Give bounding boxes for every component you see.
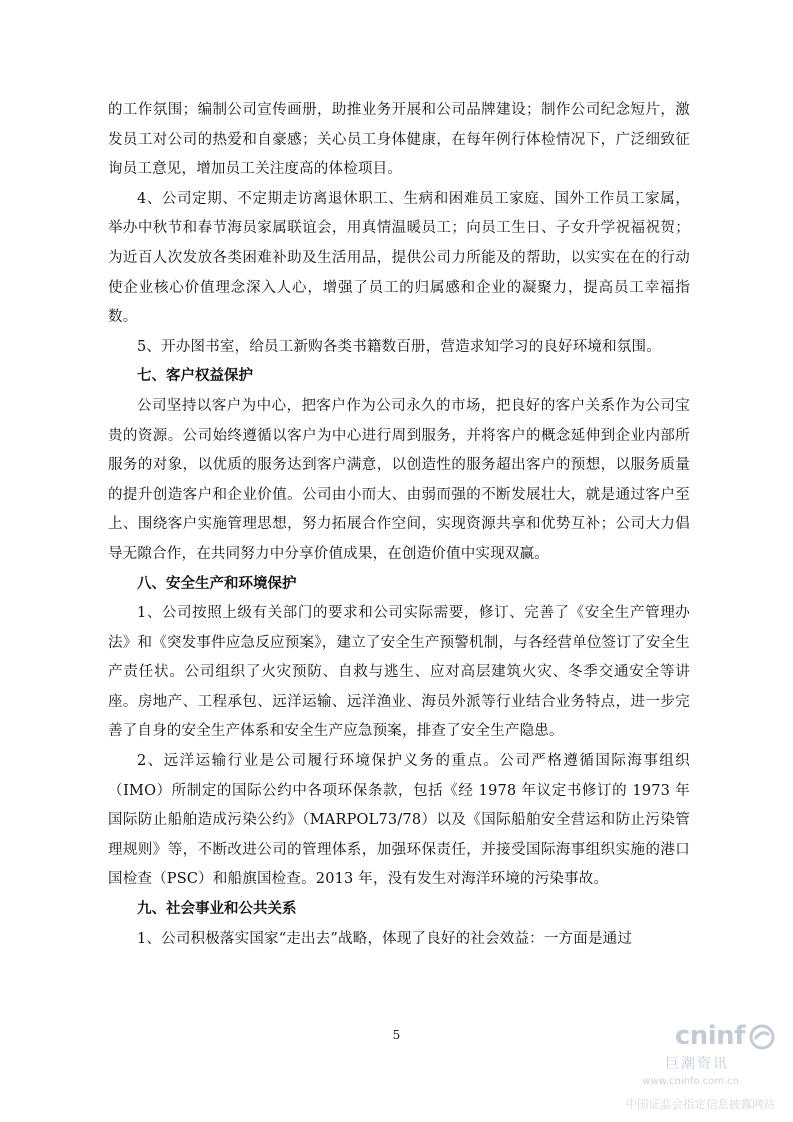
cninfo-logo-icon bbox=[749, 1024, 775, 1050]
paragraph-environment-2: 2、远洋运输行业是公司履行环境保护义务的重点。公司严格遵循国际海事组织（IMO）所制定的国际公约中各项环保条款，包括《经 1978 年议定书修订的 1973 年国际防止船舶造成污染公约》（MARPOL73/78）以及《国际船舶安全营运和防止污染管理规则》等，不断改进公司的管理体系，加强环保责任，并接受国际海事组织实施的港口国检查（PSC）和船旗国检查。2013 年，没有发生对海洋环境的污染事故。 bbox=[108, 753, 690, 888]
watermark-brand: cninf bbox=[674, 1021, 745, 1051]
watermark-brand-cn: 巨潮资讯 bbox=[665, 1056, 729, 1072]
paragraph-item-4: 4、公司定期、不定期走访离退休职工、生病和困难员工家庭、国外工作员工家属，举办中秋节和春节海员家属联谊会，用真情温暖员工；向员工生日、子女升学祝福祝贺；为近百人次发放各类困难补助及生活用品，提供公司力所能及的帮助，以实实在在的行动使企业核心价值理念深入人心，增强了员工的归属感和企业的凝聚力，提高员工幸福指数。 bbox=[108, 190, 690, 326]
paragraph-social-1: 1、公司积极落实国家“走出去”战略，体现了良好的社会效益：一方面是通过 bbox=[137, 930, 633, 947]
section-heading-social-affairs: 九、社会事业和公共关系 bbox=[137, 901, 297, 918]
paragraph-customer-rights: 公司坚持以客户为中心，把客户作为公司永久的市场，把良好的客户关系作为公司宝贵的资源。公司始终遵循以客户为中心进行周到服务，并将客户的概念延伸到企业内部所服务的对象，以优质的服务达到客户满意，以创造性的服务超出客户的预想，以服务质量的提升创造客户和企业价值。公司由小而大、由弱而强的不断发展壮大，就是通过客户至上、围绕客户实施管理思想，努力拓展合作空间，实现资源共享和优势互补；公司大力倡导无隙合作，在共同努力中分享价值成果，在创造价值中实现双赢。 bbox=[108, 397, 690, 562]
watermark-caption: 中国证监会指定信息披露网站 bbox=[625, 1097, 775, 1111]
paragraph-safety-1: 1、公司按照上级有关部门的要求和公司实际需要，修订、完善了《安全生产管理办法》和《突发事件应急反应预案》，建立了安全生产预警机制，与各经营单位签订了安全生产责任状。公司组织了火灾预防、自救与逃生、应对高层建筑火灾、冬季交通安全等讲座。房地产、工程承包、远洋运输、远洋渔业、海员外派等行业结合业务特点，进一步完善了自身的安全生产体系和安全生产应急预案，排查了安全生产隐患。 bbox=[108, 605, 690, 740]
section-heading-customer-rights: 七、客户权益保护 bbox=[137, 368, 253, 385]
paragraph-continued: 的工作氛围；编制公司宣传画册，助推业务开展和公司品牌建设；制作公司纪念短片，激发员工对公司的热爱和自豪感；关心员工身体健康，在每年例行体检情况下，广泛细致征询员工意见，增加员工关注度高的体检项目。 bbox=[108, 102, 690, 178]
watermark-url: www.cninfo.com.cn bbox=[642, 1076, 739, 1087]
section-heading-safety-environment: 八、安全生产和环境保护 bbox=[137, 575, 297, 592]
page-number: 5 bbox=[392, 1028, 401, 1042]
cninfo-watermark bbox=[575, 1022, 775, 1117]
paragraph-item-5: 5、开办图书室，给员工新购各类书籍数百册，营造求知学习的良好环境和氛围。 bbox=[137, 338, 661, 355]
document-body bbox=[108, 96, 690, 954]
